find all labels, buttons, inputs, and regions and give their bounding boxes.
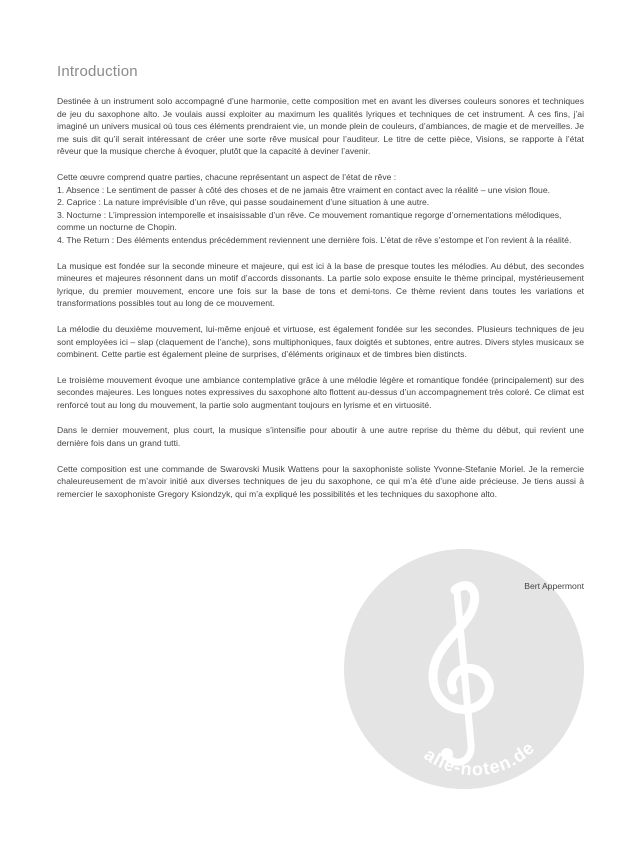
paragraph-third-movement: Le troisième mouvement évoque une ambiance contemplative grâce à une mélodie légère et romantique fondée (principalement) sur des secondes majeures. Les longues notes expressives du saxophone alto flottent au-dessus d’un accompagnement très coloré. Ce climat est renforcé tout au long du mouvement, la partie solo augmentant toujours en lyrisme et en virtuosité. xyxy=(57,374,584,410)
paragraph-intro: Destinée à un instrument solo accompagné d’une harmonie, cette composition met en avant les diverses couleurs sonores et techniques de jeu du saxophone alto. Je voulais aussi exploiter au maximum les qualités lyriques et techniques de cet instrument. À ces fins, j’ai imaginé un univers musical où tous ces éléments prendraient vie, un monde plein de couleurs, d’ambiances, de magie et de merveilles. Je me suis dit qu’il serait intéressant de créer une sorte rêve musical pour l’auditeur. Le titre de cette pièce, Visions, se rapporte à l’état rêveur que la musique cherche à évoquer, plutôt que la capacité à deviner l’avenir. xyxy=(57,96,584,157)
parts-list-intro: Cette œuvre comprend quatre parties, chacune représentant un aspect de l’état de rêve : xyxy=(57,171,397,182)
paragraph-first-movement: La musique est fondée sur la seconde mineure et majeure, qui est ici à la base de presque toutes les mélodies. Au début, des secondes mineures et majeures résonnent dans un motif d’accords dissonants. La partie solo expose ensuite le thème principal, mystérieusement lyrique, du premier mouvement, encore une fois sur la base de tons et demi-tons. Ce thème revient dans toutes les variations et transformations possibles tout au long de ce mouvement. xyxy=(57,260,584,309)
body-text xyxy=(57,95,584,513)
paragraph-acknowledgements: Cette composition est une commande de Swarovski Musik Wattens pour la saxophoniste soliste Yvonne-Stefanie Moriel. Je la remercie chaleureusement de m’avoir initié aux diverses techniques de jeu du saxophone, ce qui m’a été d’une aide précieuse. Je tiens aussi à remercier le saxophoniste Gregory Ksiondzyk, qui m’a expliqué les possibilités et les techniques du saxophone alto. xyxy=(57,463,584,499)
parts-list xyxy=(57,184,584,247)
list-item: 3. Nocturne : L’impression intemporelle et insaisissable d’un rêve. Ce mouvement romantique regorge d’ornementations mélodiques, comme un nocturne de Chopin. xyxy=(57,209,562,233)
list-item: 2. Caprice : La nature imprévisible d’un rêve, qui passe soudainement d’une situation à une autre. xyxy=(57,197,430,208)
list-item: 4. The Return : Des éléments entendus précédemment reviennent une dernière fois. L’état de rêve s’estompe et l’on revient à la réalité. xyxy=(57,234,572,245)
page-title: Introduction xyxy=(57,63,138,80)
author-signature: Bert Appermont xyxy=(524,581,584,591)
watermark-text: alle-noten.de xyxy=(420,737,539,780)
paragraph-last-movement: Dans le dernier mouvement, plus court, la musique s’intensifie pour aboutir à une autre reprise du thème du début, qui revient une dernière fois dans un grand tutti. xyxy=(57,425,584,449)
list-item: 1. Absence : Le sentiment de passer à côté des choses et de ne jamais être vraiment en contact avec la réalité – une vision floue. xyxy=(57,184,550,195)
paragraph-second-movement: La mélodie du deuxième mouvement, lui-même enjoué et virtuose, est également fondée sur les secondes. Plusieurs techniques de jeu sont employées ici – slap (claquement de l’anche), sons multiphoniques, faux doigtés et subtones, entre autres. Divers styles musicaux se combinent. Cette partie est également pleine de surprises, d’éléments originaux et de timbres bien distincts. xyxy=(57,323,584,360)
